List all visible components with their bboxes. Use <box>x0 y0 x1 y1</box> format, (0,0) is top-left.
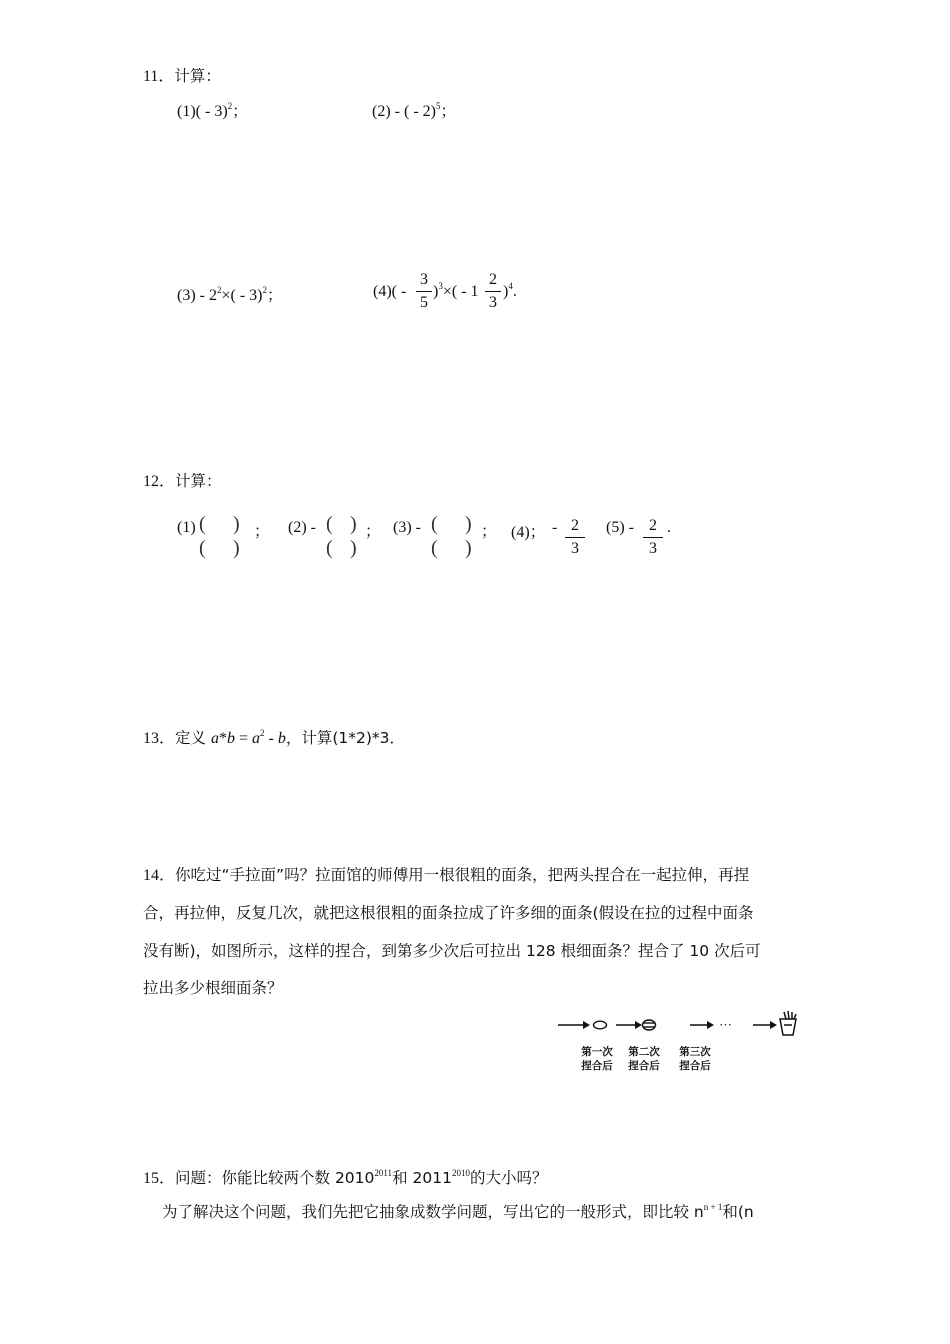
q12-part4-numerator: 2 <box>571 517 579 534</box>
arrow-icon-1 <box>558 1021 590 1029</box>
q13-minus: - <box>264 730 278 747</box>
q13-number: 13． <box>143 730 176 747</box>
q15-exponent1: 2011 <box>374 1168 393 1178</box>
q11-part4-exponent1: 3 <box>438 281 443 291</box>
q12-part5-numerator: 2 <box>649 517 657 534</box>
q11-part3-text: (3) - 2 <box>177 287 217 304</box>
arrow-icon-3 <box>690 1021 714 1029</box>
q11-prompt: 计算： <box>174 67 221 85</box>
figure-ellipsis: ··· <box>719 1017 732 1032</box>
q12-part1-label: (1) <box>177 519 196 536</box>
q15-exponent3: n + 1 <box>703 1202 723 1212</box>
q13-star: * <box>218 730 227 747</box>
q12-part4-denominator: 3 <box>571 540 579 557</box>
q13-var-a2: a <box>251 730 260 747</box>
q11-part4-label: (4)( - <box>373 283 407 300</box>
arrow-icon-2 <box>616 1021 642 1029</box>
q12-end: . <box>667 519 671 536</box>
q11-part4-close2: ) <box>503 283 509 300</box>
q11-part4-frac-denominator: 5 <box>420 294 428 311</box>
q15-line2-b: 和(n <box>722 1203 754 1221</box>
q12-header <box>143 468 222 491</box>
q12-part2-close-paren-lower: ) <box>350 537 357 559</box>
q14-line3: 没有断)，如图所示，这样的捏合，到第多少次后可拉出 128 根细面条？捏合了 10 次后可 <box>143 942 761 960</box>
noodle-bowl-icon <box>780 1011 796 1035</box>
q11-part1-label: (1) <box>177 103 196 120</box>
q11-part4-exponent2: 4 <box>508 281 513 291</box>
figure-caption-3-line1: 第三次 <box>679 1046 711 1058</box>
q11-part1-exponent: 2 <box>227 101 233 111</box>
q12-part3-close-paren-lower: ) <box>465 537 472 559</box>
q13-prefix: 定义 <box>175 729 211 747</box>
q11-part3-exponent1: 2 <box>216 285 222 295</box>
q11-part4-fraction <box>416 271 432 312</box>
q11-part2 <box>372 99 456 121</box>
q14-line2: 合，再拉伸，反复几次，就把这根很粗的面条拉成了许多细的面条(假设在拉的过程中面条 <box>143 904 754 922</box>
q11-part3-end: ； <box>267 286 283 304</box>
figure-caption-2-line2: 捏合后 <box>628 1060 660 1072</box>
q11-part1-end: ； <box>232 102 248 120</box>
q11-header <box>143 63 221 86</box>
q12-part5-denominator: 3 <box>649 540 657 557</box>
q12-part1-close-paren-lower: ) <box>233 537 240 559</box>
q12-part2-label: (2) - <box>288 519 316 536</box>
q11-part4-mixed-denominator: 3 <box>489 294 497 311</box>
figure-caption-3-line2: 捏合后 <box>679 1060 711 1072</box>
q11-part4-mixed-bar <box>485 291 501 292</box>
q14-number: 14． <box>143 867 176 884</box>
noodle-figure <box>555 1008 805 1044</box>
q11-part4-frac-bar <box>416 291 432 292</box>
q12-part4-fraction <box>565 517 585 558</box>
q11-part3-mid: ×( - 3) <box>221 287 263 304</box>
figure-caption-1 <box>576 1045 618 1073</box>
q11-part3-exponent2: 2 <box>262 285 267 295</box>
q12-part2-open-paren-lower: ( <box>326 537 333 559</box>
q11-part4-frac-numerator: 3 <box>420 271 428 288</box>
q11-part4-middle <box>433 283 479 301</box>
q12-part1-open-paren-lower: ( <box>199 537 206 559</box>
q15-line2 <box>162 1200 754 1222</box>
q11-part4-tail <box>503 283 517 301</box>
q11-part4-mixed-fraction <box>485 271 501 312</box>
q14-line1 <box>143 862 749 885</box>
q13-var-b: b <box>226 730 235 747</box>
q12-part4-bar <box>565 537 585 538</box>
q13-line <box>143 725 405 748</box>
q15-line1-b: 和 2011 <box>392 1169 452 1187</box>
q12-part3-semicolon: ； <box>481 522 497 540</box>
q12-part5-label: (5) - <box>606 519 634 536</box>
q11-number: 11． <box>143 68 175 85</box>
q12-part4-label: (4)； <box>511 524 546 541</box>
q12-part1-semicolon: ； <box>254 522 270 540</box>
double-noodle-icon <box>643 1020 656 1030</box>
q12-part5-bar <box>643 537 663 538</box>
q13-expression <box>211 730 286 747</box>
single-noodle-icon <box>594 1021 607 1029</box>
q13-suffix: ，计算(1*2)*3． <box>285 729 405 747</box>
q12-part2-close-paren: ) <box>350 513 357 535</box>
q12-part5-fraction <box>643 517 663 558</box>
q15-exponent2: 2010 <box>451 1168 470 1178</box>
q11-part4-mixed-numerator: 2 <box>489 271 497 288</box>
q12-part2-semicolon: ； <box>365 522 381 540</box>
figure-caption-1-line2: 捏合后 <box>581 1060 613 1072</box>
q13-var-a: a <box>210 730 219 747</box>
q12-part3-open-paren: ( <box>431 513 438 535</box>
q11-part4-mid: ×( - 1 <box>442 283 479 300</box>
q12-part3-close-paren: ) <box>465 513 472 535</box>
arrow-icon-4 <box>753 1021 777 1029</box>
q11-part4-close1: ) <box>433 283 439 300</box>
q15-line1-c: 的大小吗？ <box>469 1169 548 1187</box>
q14-line4: 拉出多少根细面条？ <box>143 979 283 997</box>
q12-part3-label: (3) - <box>393 519 421 536</box>
q11-part2-label: (2) - ( - 2) <box>372 103 436 120</box>
q11-part4-end: . <box>512 283 517 300</box>
q11-part2-exponent: 5 <box>435 101 441 111</box>
figure-caption-2-line1: 第二次 <box>628 1046 660 1058</box>
q15-line1-a: 问题：你能比较两个数 2010 <box>175 1169 375 1187</box>
q11-part3 <box>177 283 283 305</box>
q13-var-b2: b <box>277 730 286 747</box>
q11-part2-end: ； <box>440 102 456 120</box>
q12-part4-sign: - <box>552 519 558 536</box>
figure-caption-3 <box>674 1045 716 1073</box>
figure-caption-1-line1: 第一次 <box>581 1046 613 1058</box>
q15-line2-a: 为了解决这个问题，我们先把它抽象成数学问题，写出它的一般形式，即比较 n <box>162 1203 704 1221</box>
q12-part3-open-paren-lower: ( <box>431 537 438 559</box>
q12-prompt: 计算： <box>175 472 222 490</box>
q15-line1 <box>143 1165 547 1188</box>
q11-part1-base: ( - 3) <box>195 103 228 120</box>
q11-part1 <box>177 99 248 121</box>
q12-part2-open-paren: ( <box>326 513 333 535</box>
q13-exponent: 2 <box>259 728 265 738</box>
figure-caption-2 <box>623 1045 665 1073</box>
q15-number: 15． <box>143 1170 176 1187</box>
q12-number: 12． <box>143 473 176 490</box>
q14-line1-text: 你吃过“手拉面”吗？拉面馆的师傅用一根很粗的面条，把两头捏合在一起拉伸，再捏 <box>175 866 750 884</box>
q12-part1-close-paren: ) <box>233 513 240 535</box>
q13-equals: = <box>234 730 252 747</box>
q12-part1-open-paren: ( <box>199 513 206 535</box>
